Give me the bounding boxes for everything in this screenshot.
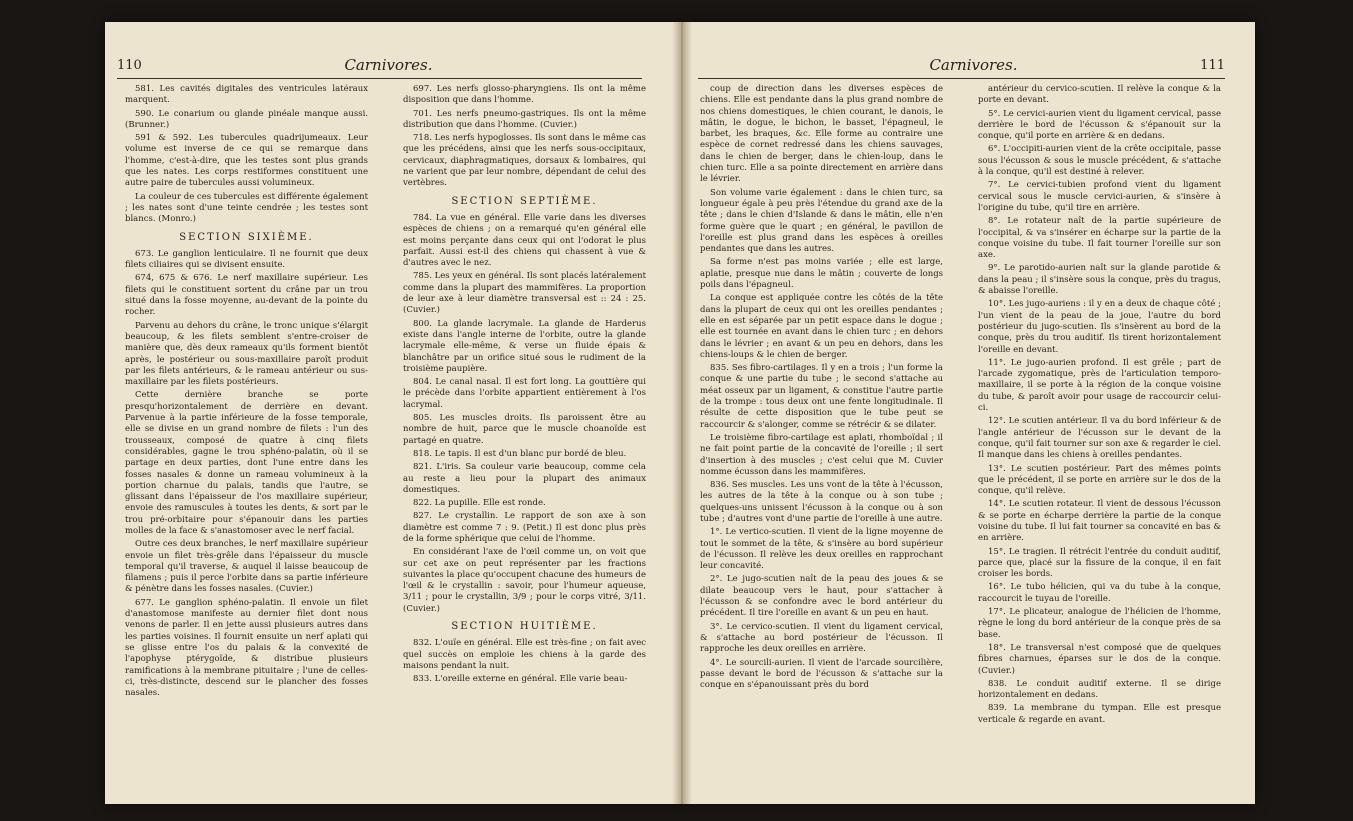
paragraph: 3°. Le cervico-scutien. Il vient du ligament cervical, & s'attache au bord postérieur de l'écusson. Il rapproche les deux oreilles en arrière. <box>700 621 943 655</box>
left-running-head: Carnivores. <box>344 56 433 74</box>
paragraph: 800. La glande lacrymale. La glande de Harderus existe dans l'angle interne de l'orbite, outre la glande lacrymale elle-même, & verse un fluide épais & blanchâtre par un orifice situé sous le rudiment de la troisième paupière. <box>403 318 646 374</box>
paragraph: coup de direction dans les diverses espèces de chiens. Elle est pendante dans la plus grand nombre de nos chiens domestiques, le chien courant, le danois, le mâtin, le dogue, le bichon, le basset, l'épagneul, le barbet, les braques, &c. Elle forme au contraire une espèce de cornet redressé dans les chiens sauvages, dans le chien de berger, dans le chien-loup, dans le chien turc. Elle a sa pointe directement en arrière dans le lévrier. <box>700 84 943 185</box>
paragraph: 15°. Le tragien. Il rétrécit l'entrée du conduit auditif, parce que, placé sur la fissure de la conque, il en fait croiser les bords. <box>978 546 1221 580</box>
right-running-head: Carnivores. <box>929 56 1018 74</box>
paragraph: 17°. Le plicateur, analogue de l'hélicien de l'homme, règne le long du bord antérieur de la conque près de sa base. <box>978 607 1221 640</box>
paragraph: Le troisième fibro-cartilage est aplati, rhomboïdal ; il ne fait point partie de la concavité de l'oreille ; il sert d'insertion à des muscles ; c'est celui que M. Cuvier nomme écusson dans les mammifères. <box>700 432 943 477</box>
paragraph: 804. Le canal nasal. Il est fort long. La gouttière qui le précède dans l'orbite appartient entièrement à l'os lacrymal. <box>403 377 646 410</box>
left-page-number: 110 <box>117 58 142 73</box>
paragraph: 10°. Les jugo-auriens : il y en a deux de chaque côté ; l'un vient de la peau de la joue, l'autre du bord postérieur du jugo-scutien. Ils s'insèrent au bord de la conque, près du trou auditif. Ils tirent horizontalement l'oreille en devant. <box>978 299 1221 355</box>
paragraph: 827. Le crystallin. Le rapport de son axe à son diamètre est comme 7 : 9. (Petit.) Il est donc plus près de la forme sphérique que celui de l'homme. <box>403 511 646 544</box>
right-page-number: 111 <box>1200 58 1225 73</box>
right-header-rule <box>698 78 1225 79</box>
paragraph: 805. Les muscles droits. Ils paroissent être au nombre de huit, parce que le muscle choanoïde est partagé en quatre. <box>403 413 646 446</box>
paragraph: 839. La membrane du tympan. Elle est presque verticale & regarde en avant. <box>978 703 1221 725</box>
paragraph: 8°. Le rotateur naît de la partie supérieure de l'occipital, & va s'insérer en écharpe sur la partie de la conque voisine du tube. Il fait tourner l'oreille sur son axe. <box>978 216 1221 261</box>
paragraph: 4°. Le sourcili-aurien. Il vient de l'arcade sourcilière, passe devant le bord de l'écusson & s'attache sur la conque en s'épanouissant près du bord <box>700 657 943 691</box>
paragraph: 1°. Le vertico-scutien. Il vient de la ligne moyenne de tout le sommet de la tête, & s'insère au bord supérieur de l'écusson. Il relève les deux oreilles en rapprochant leur concavité. <box>700 527 943 572</box>
paragraph: 821. L'iris. Sa couleur varie beaucoup, comme cela au reste a lieu pour la plupart des animaux domestiques. <box>403 462 646 495</box>
paragraph: 590. Le conarium ou glande pinéale manque aussi. (Brunner.) <box>125 108 368 130</box>
paragraph: 718. Les nerfs hypoglosses. Ils sont dans le même cas que les précédens, ainsi que les nerfs sous-occipitaux, cervicaux, diaphragmatiques, dorsaux & lombaires, qui ne varient que par leur nombre, dépendant de celui des vertèbres. <box>403 133 646 189</box>
right-column-2 <box>978 84 1221 784</box>
paragraph: 2°. Le jugo-scutien naît de la peau des joues & se dilate beaucoup vers le haut, pour s'attacher à l'écusson & se confondre avec le bord antérieur du précédent. Il tire l'oreille en avant & un peu en haut. <box>700 574 943 619</box>
paragraph: 784. La vue en général. Elle varie dans les diverses espèces de chiens ; on a remarqué qu'en général elle est moins perçante dans ceux qui ont l'odorat le plus parfait. Aussi est-il des chiens qui chassent à vue & d'autres avec le nez. <box>403 212 646 269</box>
paragraph: 11°. Le jugo-aurien profond. Il est grêle ; part de l'arcade zygomatique, près de l'articulation temporo-maxillaire, il se porte à la région de la conque voisine du tube, & paroît avoir pour usage de raccourcir celui-ci. <box>978 357 1221 414</box>
paragraph: 835. Ses fibro-cartilages. Il y en a trois ; l'un forme la conque & une partie du tube ; le second s'attache au méat osseux par un ligament, & constitue l'autre partie de la trompe : tous deux ont une fente longitudinale. Il résulte de cette disposition que le tube peut se raccourcir & s'alonger, comme se rétrécir & se dilater. <box>700 363 943 430</box>
left-page <box>105 22 672 804</box>
paragraph: 13°. Le scutien postérieur. Part des mêmes points que le précédent, il se porte en arrière sur le dos de la conque, qu'il relève. <box>978 463 1221 497</box>
paragraph: 14°. Le scutien rotateur. Il vient de dessous l'écusson & se porte en écharpe derrière la partie de la conque voisine du tube. Il lui fait tourner sa concavité en bas & en arrière. <box>978 499 1221 544</box>
paragraph: 701. Les nerfs pneumo-gastriques. Ils ont la même distribution que dans l'homme. (Cuvier.) <box>403 108 646 130</box>
section-heading: SECTION SEPTIÈME. <box>451 195 598 207</box>
paragraph: La couleur de ces tubercules est différente également ; les nates sont d'une teinte cendrée ; les testes sont blancs. (Monro.) <box>125 191 368 225</box>
paragraph: 6°. L'occipiti-aurien vient de la crête occipitale, passe sous l'écusson & sous le muscle précédent, & s'attache à la conque, qu'il est destiné à relever. <box>978 144 1221 178</box>
paragraph: La conque est appliquée contre les côtés de la tête dans la plupart de ceux qui ont les oreilles pendantes ; elle en est séparée par un petit espace dans le dogue ; elle est tournée en avant dans le chien turc ; en dehors dans le lévrier ; en avant & un peu en dehors, dans les chiens-loups & le chien de berger. <box>700 293 943 360</box>
left-column-2 <box>403 84 646 784</box>
paragraph: 785. Les yeux en général. Ils sont placés latéralement comme dans la plupart des mammifères. La proportion de leur axe à leur diamètre transversal est :: 24 : 25. (Cuvier.) <box>403 271 646 316</box>
paragraph: 836. Ses muscles. Les uns vont de la tête à l'écusson, les autres de la tête à la conque ou à son tube ; quelques-uns unissent l'écusson à la conque ou à son tube ; d'autres vont d'une partie de l'oreille à une autre. <box>700 480 943 524</box>
paragraph: 591 & 592. Les tubercules quadrijumeaux. Leur volume est inverse de ce qui se remarque dans l'homme, c'est-à-dire, que les testes sont plus grands que les nates. Les corps restiformes constituent une autre paire de tubercules aussi volumineux. <box>125 133 368 189</box>
paragraph: 12°. Le scutien antérieur. Il va du bord inférieur & de l'angle antérieur de l'écusson sur le devant de la conque, qu'il fait tourner sur son axe & regarder le ciel. Il manque dans les chiens à oreilles pendantes. <box>978 416 1221 461</box>
paragraph: 18°. Le transversal n'est composé que de quelques fibres charnues, éparses sur le dos de la conque. (Cuvier.) <box>978 642 1221 676</box>
paragraph: 581. Les cavités digitales des ventricules latéraux marquent. <box>125 84 368 106</box>
paragraph: 5°. Le cervici-aurien vient du ligament cervical, passe derrière le bord de l'écusson & s'épanouit sur la conque, qu'il porte en arrière & en dedans. <box>978 108 1221 142</box>
paragraph: 832. L'ouïe en général. Elle est très-fine ; on fait avec quel succès on emploie les chiens à la garde des maisons pendant la nuit. <box>403 638 646 671</box>
paragraph: 7°. Le cervici-tubien profond vient du ligament cervical sous le muscle cervici-aurien, & s'insère à l'origine du tube, qu'il tire en arrière. <box>978 180 1221 213</box>
section-heading: SECTION HUITIÈME. <box>451 621 598 633</box>
paragraph: 818. Le tapis. Il est d'un blanc pur bordé de bleu. <box>413 448 627 459</box>
paragraph: 16°. Le tubo hélicien, qui va du tube à la conque, raccourcit le tuyau de l'oreille. <box>978 582 1221 604</box>
right-column-1 <box>700 84 943 784</box>
paragraph: 697. Les nerfs glosso-pharyngiens. Ils ont la même disposition que dans l'homme. <box>403 84 646 106</box>
paragraph: 9°. Le parotido-aurien naît sur la glande parotide & dans la peau ; il s'insère sous la conque, près du tragus, & abaisse l'oreille. <box>978 263 1221 297</box>
paragraph: Sa forme n'est pas moins variée ; elle est large, aplatie, presque nue dans le mâtin ; couverte de longs poils dans l'épagneul. <box>700 257 943 291</box>
paragraph: 833. L'oreille externe en général. Elle varie beau- <box>413 674 628 685</box>
paragraph: Parvenu au dehors du crâne, le tronc unique s'élargit beaucoup, & les filets semblent s'entre-croiser de manière que, dès deux rameaux qu'ils forment bientôt après, le postérieur ou sous-maxillaire paroît produit par les filets antérieurs, & le rameau antérieur ou sus-maxillaire par les filets postérieurs. <box>125 320 368 388</box>
left-page-header <box>105 58 672 78</box>
paragraph: 674, 675 & 676. Le nerf maxillaire supérieur. Les filets qui le constituent sortent du crâne par un trou situé dans la fosse moyenne, au-devant de la pointe du rocher. <box>125 273 368 318</box>
paragraph: 673. Le ganglion lenticulaire. Il ne fournit que deux filets ciliaires qui se divisent ensuite. <box>125 248 368 271</box>
paragraph: 822. La pupille. Elle est ronde. <box>413 498 546 509</box>
paragraph: Outre ces deux branches, le nerf maxillaire supérieur envoie un filet très-grêle dans l'épaisseur du muscle temporal qu'il traverse, & auquel il laisse beaucoup de filamens ; puis il perce l'orbite dans sa partie inférieure & pénètre dans les fosses nasales. (Cuvier.) <box>125 539 368 595</box>
section-heading: SECTION SIXIÈME. <box>179 231 314 243</box>
left-header-rule <box>117 78 642 79</box>
paragraph: antérieur du cervico-scutien. Il relève la conque & la porte en devant. <box>978 84 1221 106</box>
book-spread <box>105 22 1255 804</box>
paragraph: 838. Le conduit auditif externe. Il se dirige horizontalement en dedans. <box>978 678 1221 701</box>
left-column-1 <box>125 84 368 784</box>
book-gutter <box>672 22 692 804</box>
paragraph: Son volume varie également : dans le chien turc, sa longueur égale à peu près l'étendue du grand axe de la tête ; dans le chien d'Islande & dans le mâtin, elle n'en forme guère que le quart ; en général, le pavillon de l'oreille est plus grand dans les espèces à oreilles pendantes que dans les autres. <box>700 187 943 255</box>
right-page <box>692 22 1255 804</box>
paragraph: Cette dernière branche se porte presqu'horizontalement de derrière en devant. Parvenue à la partie inférieure de la fosse temporale, elle se divise en un grand nombre de filets : l'un des trousseaux, composé de quatre à cinq filets considérables, gagne le trou sphéno-palatin, où il se partage en deux parties, dont l'une entre dans les fosses nasales & donne un rameau volumineux à la portion charnue du palais, tandis que l'autre, se glissant dans l'épaisseur de l'os maxillaire supérieur, envoie des ramuscules à toutes les dents, & sort par le trou pré-orbitaire pour s'épanouir dans les parties molles de la face & s'anastomoser avec le nerf facial. <box>125 390 368 536</box>
paragraph: En considérant l'axe de l'œil comme un, on voit que sur cet axe on peut représenter par les fractions suivantes la place qu'occupent chacune des humeurs de l'œil & le crystallin : savoir, pour l'humeur aqueuse, 3/11 ; pour le crystallin, 3/9 ; pour le corps vitré, 3/11. (Cuvier.) <box>403 547 646 614</box>
paragraph: 677. Le ganglion sphéno-palatin. Il envoie un filet d'anastomose manifeste au dernier filet dont nous venons de parler. Il en jette aussi plusieurs autres dans les parties voisines. Il fournit ensuite un nerf aplati qui se glisse entre l'os du palais & la convexité de l'apophyse ptérygoïde, & distribue plusieurs ramifications à la membrane pituitaire ; l'une de celles-ci, très-distincte, descend sur le plancher des fosses nasales. <box>125 597 368 699</box>
right-page-header <box>692 58 1255 78</box>
